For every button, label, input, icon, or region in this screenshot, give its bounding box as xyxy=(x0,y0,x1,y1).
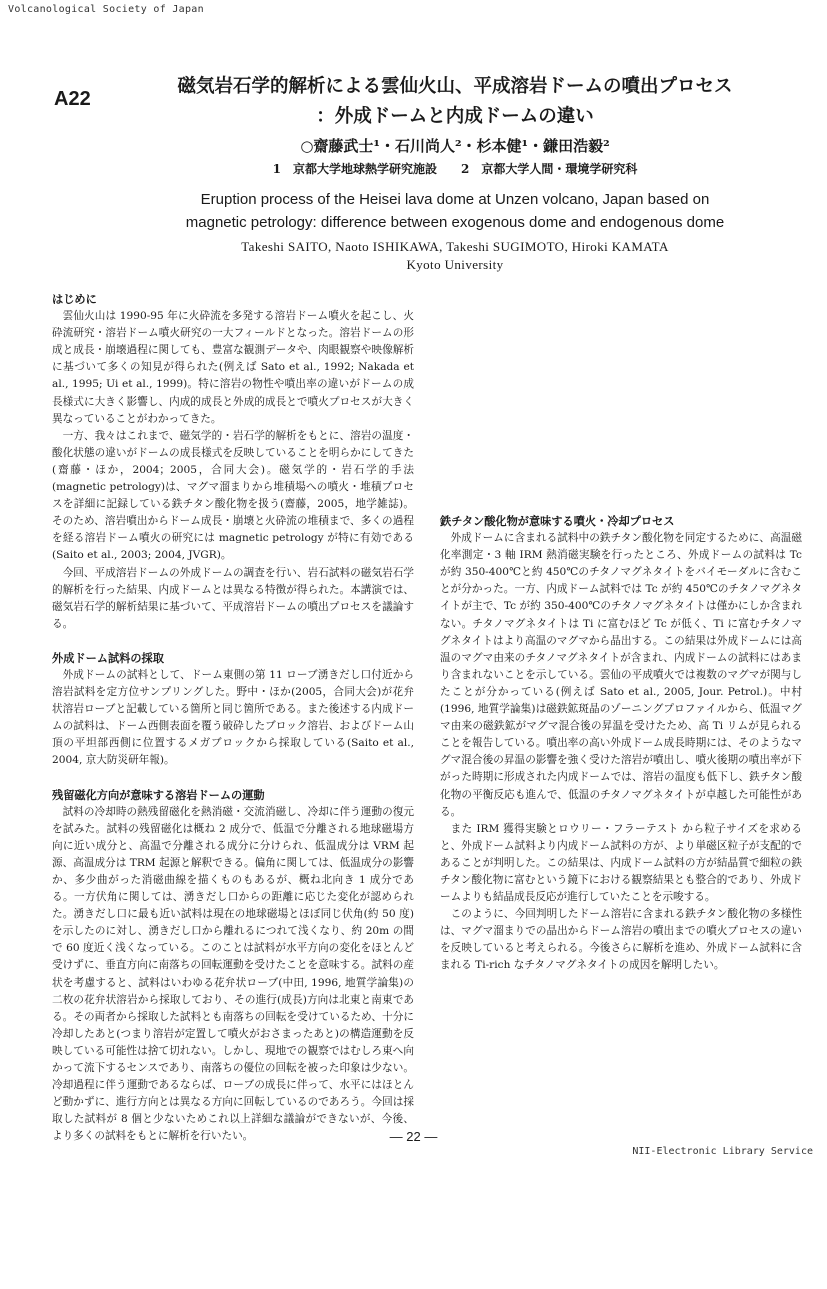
title-ja-line1: 磁気岩石学的解析による雲仙火山、平成溶岩ドームの噴出プロセス xyxy=(177,76,733,97)
abstract-id: A22 xyxy=(54,88,91,110)
oxides-paragraph-1: 外成ドームに含まれる試料中の鉄チタン酸化物を同定するために、高温磁化率測定・3 軸 IRM 熱消磁実験を行ったところ、外成ドームの試料は Tc が約 350-400℃と約 450℃のチタノマグネタイトをバイモーダルに含むことが分かった。一方、内成ドーム試料では Tc が約 450℃のチタノマグネタイトが主で、Tc が約 350-400℃のチタノマグネタイトは僅かにしか含まれない。チタノマグネタイトは Ti に富むほど Tc が低く、Ti に富むチタノマグネタイトはより高温のマグマから晶出する。この結果は外成ドームには高温のマグマ由来のチタノマグネタイトが含まれ、内成ドームの試料にはあまり含まれないことを示している。雲仙の平成噴火では複数のマグマが関与したことが分かっている(例えば Sato et al., 2005, Jour. Petrol.)。中村(1996, 地質学論集)は磁鉄鉱斑晶のゾーニングプロファイルから、低温マグマ由来の磁鉄鉱がマグマ混合後の昇温を受けたため、高 Ti リムが見られることを報告している。噴出率の高い外成ドーム成長時期には、そのようなマグマ混合後の昇温の影響を強く受けた溶岩が噴出し、噴火後期の噴出率が下がった時期に形成された内成ドームでは、溶岩の温度も低下し、鉄チタン酸化物の平衡反応も進んで、低温のチタノマグネタイトが卓越した可能性がある。 xyxy=(440,532,802,818)
section-heading-intro: はじめに xyxy=(52,293,97,306)
spacer xyxy=(52,633,414,650)
oxides-paragraph-2: また IRM 獲得実験とロウリー・フラーテスト から粒子サイズを求めると、外成ドーム試料より内成ドーム試料の方が、より単磁区粒子が支配的であることが判明した。この結果は、内成ドーム試料の方が結晶質で細粒の鉄チタン酸化物に富むという鏡下における観察結果とも整合的であり、外成ドームよりも結晶成長反応が進行していたことを示唆する。 xyxy=(440,822,802,904)
library-footer: NII-Electronic Library Service xyxy=(632,1146,813,1157)
spacer xyxy=(52,770,414,787)
title-en-line2: magnetic petrology: difference between exogenous dome and endogenous dome xyxy=(185,214,725,231)
section-heading-remanence: 残留磁化方向が意味する溶岩ドームの運動 xyxy=(52,788,265,802)
intro-paragraph-1: 雲仙火山は 1990-95 年に火砕流を多発する溶岩ドーム噴火を起こし、火砕流研究・溶岩ドーム噴火研究の一大フィールドとなった。溶岩ドームの形成と成長・崩壊過程に関しても、豊富な観測データや、肉眼観察や映像解析に基づいて多くの知見が得られた(例えば Sato et al., 1992; Nakada et al., 1995; Ui et al., 1999)。特に溶岩の物性や噴出率の違いがドームの成長様式に大きく影響し、内成的成長と外成的成長とで噴火プロセスが大きく異なっていることがわかってきた。 xyxy=(52,310,414,425)
right-column xyxy=(440,291,802,975)
authors-japanese: ○齋藤武士¹・石川尚人²・杉本健¹・鎌田浩毅² xyxy=(300,137,610,155)
oxides-paragraph-3: このように、今回判明したドーム溶岩に含まれる鉄チタン酸化物の多様性は、マグマ溜まりでの晶出からドーム溶岩の噴出までの噴火プロセスの違いを反映していると考えられる。今後さらに解析を進め、外成ドーム試料に含まれる Ti-rich なチタノマグネタイトの成因を解明したい。 xyxy=(440,908,802,972)
intro-paragraph-2: 一方、我々はこれまで、磁気学的・岩石学的解析をもとに、溶岩の温度・酸化状態の違いがドームの成長様式を反映していることを明らかにしてきた(齋藤・ほか，2004；2005，合同大会)。磁気学的・岩石学的手法(magnetic petrology)は、マグマ溜まりから堆積場への噴火・堆積プロセスを詳細に記録している鉄チタン酸化物を扱う(齋藤，2005，地学雑誌)。そのため、溶岩噴出からドーム成長・崩壊と火砕流の堆積まで、多くの過程を経る溶岩ドーム噴火の研究には magnetic petrology が特に有効である(Saito et al., 2003; 2004, JVGR)。 xyxy=(52,429,414,562)
title-en-line1: Eruption process of the Heisei lava dome at Unzen volcano, Japan based on xyxy=(200,191,710,208)
remanence-paragraph: 試料の冷却時の熱残留磁化を熱消磁・交流消磁し、冷却に伴う運動の復元を試みた。試料の残留磁化は概ね 2 成分で、低温で分離される地球磁場方向に近い成分と、高温で分離される成分に分けられ、低温成分は VRM 起源、高温成分は TRM 起源と解釈できる。偏角に関しては、低温成分の影響か、多少曲がった消磁曲線を描くものもあるが、概ね北向き 1 成分である。一方伏角に関しては、湧きだし口からの距離に応じた変化が認められた。湧きだし口に最も近い試料は現在の地球磁場とほぼ同じ伏角(約 50 度)を示したのに対し、湧きだし口から離れるにつれて浅くなり、約 20m の間で 60 度近く浅くなっている。このことは試料が水平方向の変化をほとんど受けずに、垂直方向に南落ちの回転運動を受けたことを意味する。試料の産状を考慮すると、試料はいわゆる花弁状ローブ(中田, 1996, 地質学論集)の二枚の花弁状溶岩から採取しており、その進行(成長)方向は北東と南東である。その両者から採取した試料とも南落ちの回転を受けているため、十分に冷却したあと(つまり溶岩が定置して噴火がおさまったあと)の構造運動を反映している可能性は捨て切れない。しかし、現地での観察ではむしろ東へ向かって流下するセンスであり、南落ちの優位の回転を被った印象は少ない。冷却過程に伴う運動であるならば、ローブの成長に伴って、水平にはほとんど動かずに、進行方向とは異なる方向に回転しているのであろう。今回は採取した試料が 8 個と少ないためこれ以上詳細な議論ができないが、今後、より多くの試料をもとに解析を行いたい。 xyxy=(52,805,414,1143)
affiliations-japanese: 1 京都大学地球熱学研究施設 2 京都大学人間・環境学研究科 xyxy=(272,162,638,176)
title-japanese xyxy=(110,72,800,132)
section-heading-oxides: 鉄チタン酸化物が意味する噴火・冷却プロセス xyxy=(440,515,675,528)
authors-english: Takeshi SAITO, Naoto ISHIKAWA, Takeshi SUGIMOTO, Hiroki KAMATA xyxy=(241,239,669,254)
page-number: ― 22 ― xyxy=(389,1129,438,1144)
section-heading-sampling: 外成ドーム試料の採取 xyxy=(52,651,164,665)
affiliation-english: Kyoto University xyxy=(406,257,504,272)
sampling-paragraph: 外成ドームの試料として、ドーム東側の第 11 ローブ湧きだし口付近から溶岩試料を定方位サンプリングした。野中・ほか(2005，合同大会)が花弁状溶岩ローブと記載している箇所と同じ箇所である。また後述する内成ドームの試料は、ドーム西側表面を覆う破砕したブロック溶岩、およびドーム山頂の平坦部西側に位置するメガブロックから採取している(Saito et al., 2004, 京大防災研年報)。 xyxy=(52,668,414,767)
title-english xyxy=(100,188,810,234)
intro-paragraph-3: 今回、平成溶岩ドームの外成ドームの調査を行い、岩石試料の磁気岩石学的解析を行った結果、内成ドームとは異なる特徴が得られた。本講演では、磁気岩石学的解析結果に基づいて、平成溶岩ドームの噴出プロセスを議論する。 xyxy=(52,566,414,630)
authors-english-block xyxy=(110,238,800,274)
society-header: Volcanological Society of Japan xyxy=(8,4,204,15)
title-ja-line2: ：外成ドームと内成ドームの違い xyxy=(316,106,594,127)
